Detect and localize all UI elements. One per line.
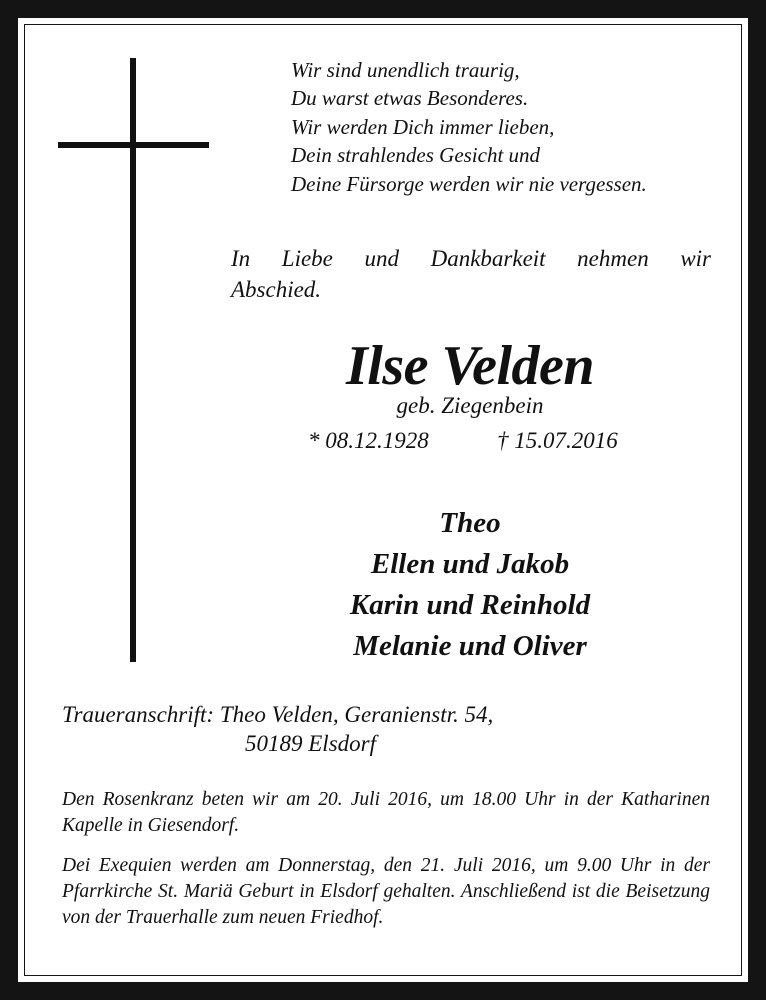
farewell-line: Abschied. (231, 277, 322, 302)
survivor-name: Theo (439, 507, 501, 539)
cross-horizontal-bar (58, 142, 209, 148)
death-date: † 15.07.2016 (497, 428, 618, 453)
poem-line: Dein strahlendes Gesicht und (291, 143, 541, 168)
poem-line: Wir werden Dich immer lieben, (291, 114, 555, 139)
mourning-address (62, 700, 493, 758)
address-line: 50189 Elsdorf (245, 731, 376, 756)
survivor-name: Ellen und Jakob (370, 548, 570, 580)
poem (291, 56, 647, 198)
rosary-notice: Den Rosenkranz beten wir am 20. Juli 2016, um 18.00 Uhr in der Katharinen Kapelle in Giesendorf. (62, 789, 710, 836)
poem-line: Du warst etwas Besonderes. (291, 86, 529, 111)
birth-name: geb. Ziegenbein (396, 393, 544, 418)
survivor-name: Karin und Reinhold (349, 589, 591, 621)
poem-line: Deine Fürsorge werden wir nie vergessen. (291, 171, 647, 196)
birth-date: * 08.12.1928 (308, 428, 429, 453)
survivors-list (230, 503, 710, 667)
farewell-line: In Liebe und Dankbarkeit nehmen wir (231, 246, 711, 271)
survivor-name: Melanie und Oliver (353, 630, 587, 662)
poem-line: Wir sind unendlich traurig, (291, 58, 520, 82)
farewell-text (231, 243, 711, 305)
cross-vertical-bar (130, 58, 136, 662)
deceased-name: Ilse Velden (345, 335, 595, 397)
address-line: Traueranschrift: Theo Velden, Geranienstr. 54, (62, 702, 494, 727)
funeral-notice: Dei Exequien werden am Donnerstag, den 21. Juli 2016, um 9.00 Uhr in der Pfarrkirche St. Mariä Geburt in Elsdorf gehalten. Anschließend ist die Beisetzung von der Trauerhalle zum neuen Friedhof. (62, 855, 710, 928)
